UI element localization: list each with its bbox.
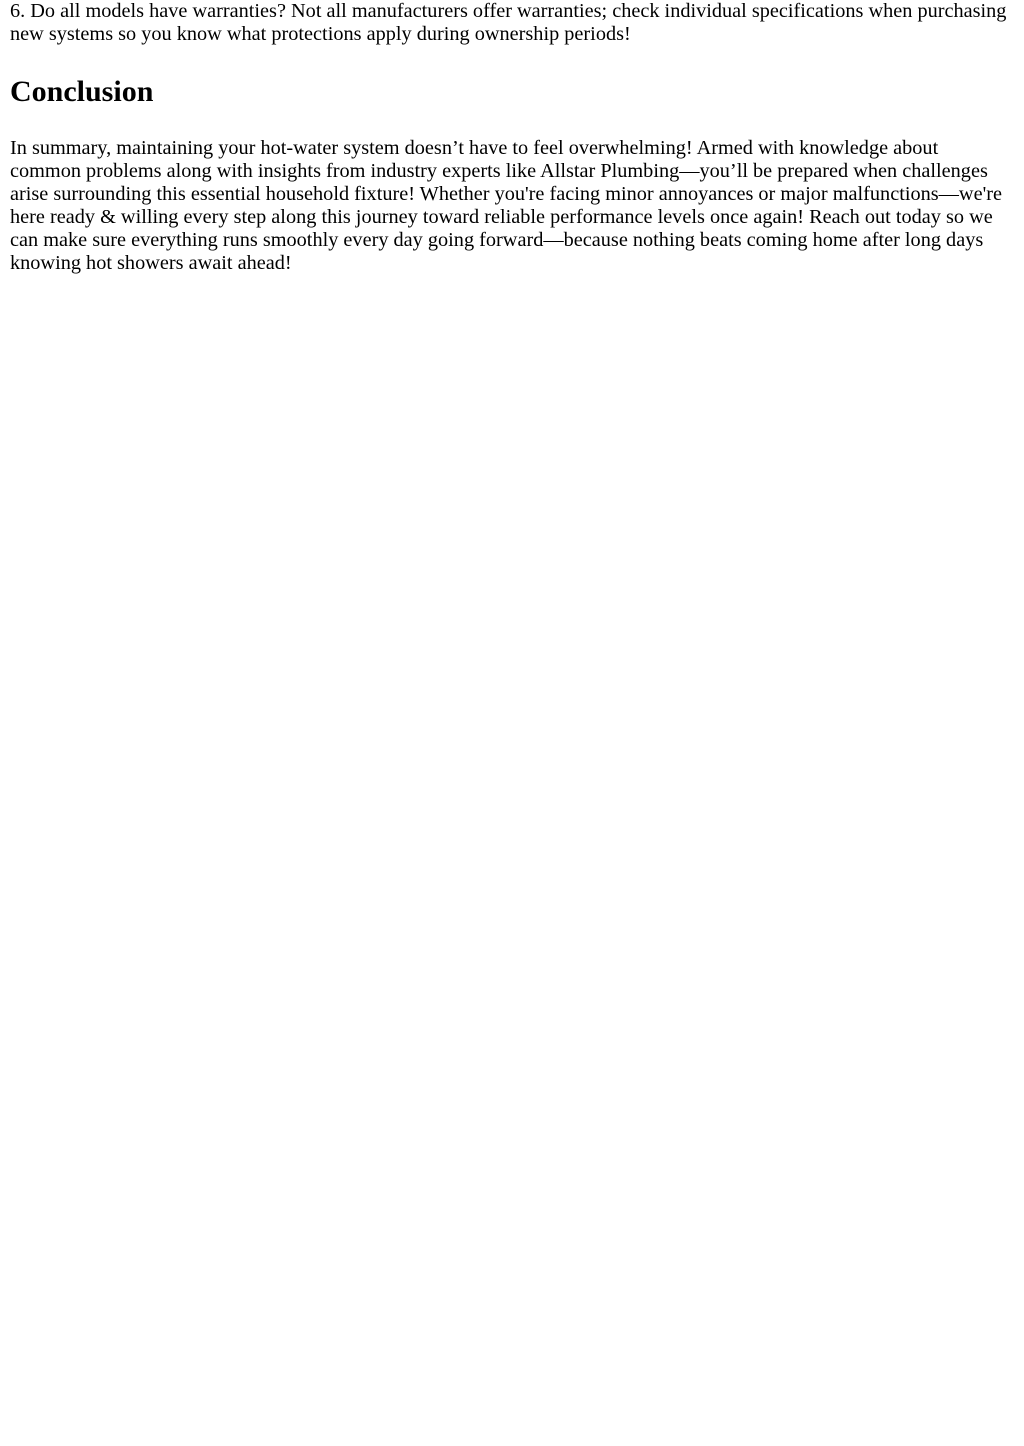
faq-item-warranties: 6. Do all models have warranties? Not all manufacturers offer warranties; check individual specifications when purchasing new systems so you know what protections apply during ownership periods! [10, 0, 1007, 45]
article-content [0, 0, 1024, 275]
conclusion-heading: Conclusion [10, 75, 154, 108]
conclusion-paragraph: In summary, maintaining your hot-water system doesn’t have to feel overwhelming! Armed with knowledge about common problems along with insights from industry experts like Allstar Plumbing—you’ll be prepared when challenges arise surrounding this essential household fixture! Whether you're facing minor annoyances or major malfunctions—we're here ready & willing every step along this journey toward reliable performance levels once again! Reach out today so we can make sure everything runs smoothly every day going forward—because nothing beats coming home after long days knowing hot showers await ahead! [10, 137, 1002, 274]
